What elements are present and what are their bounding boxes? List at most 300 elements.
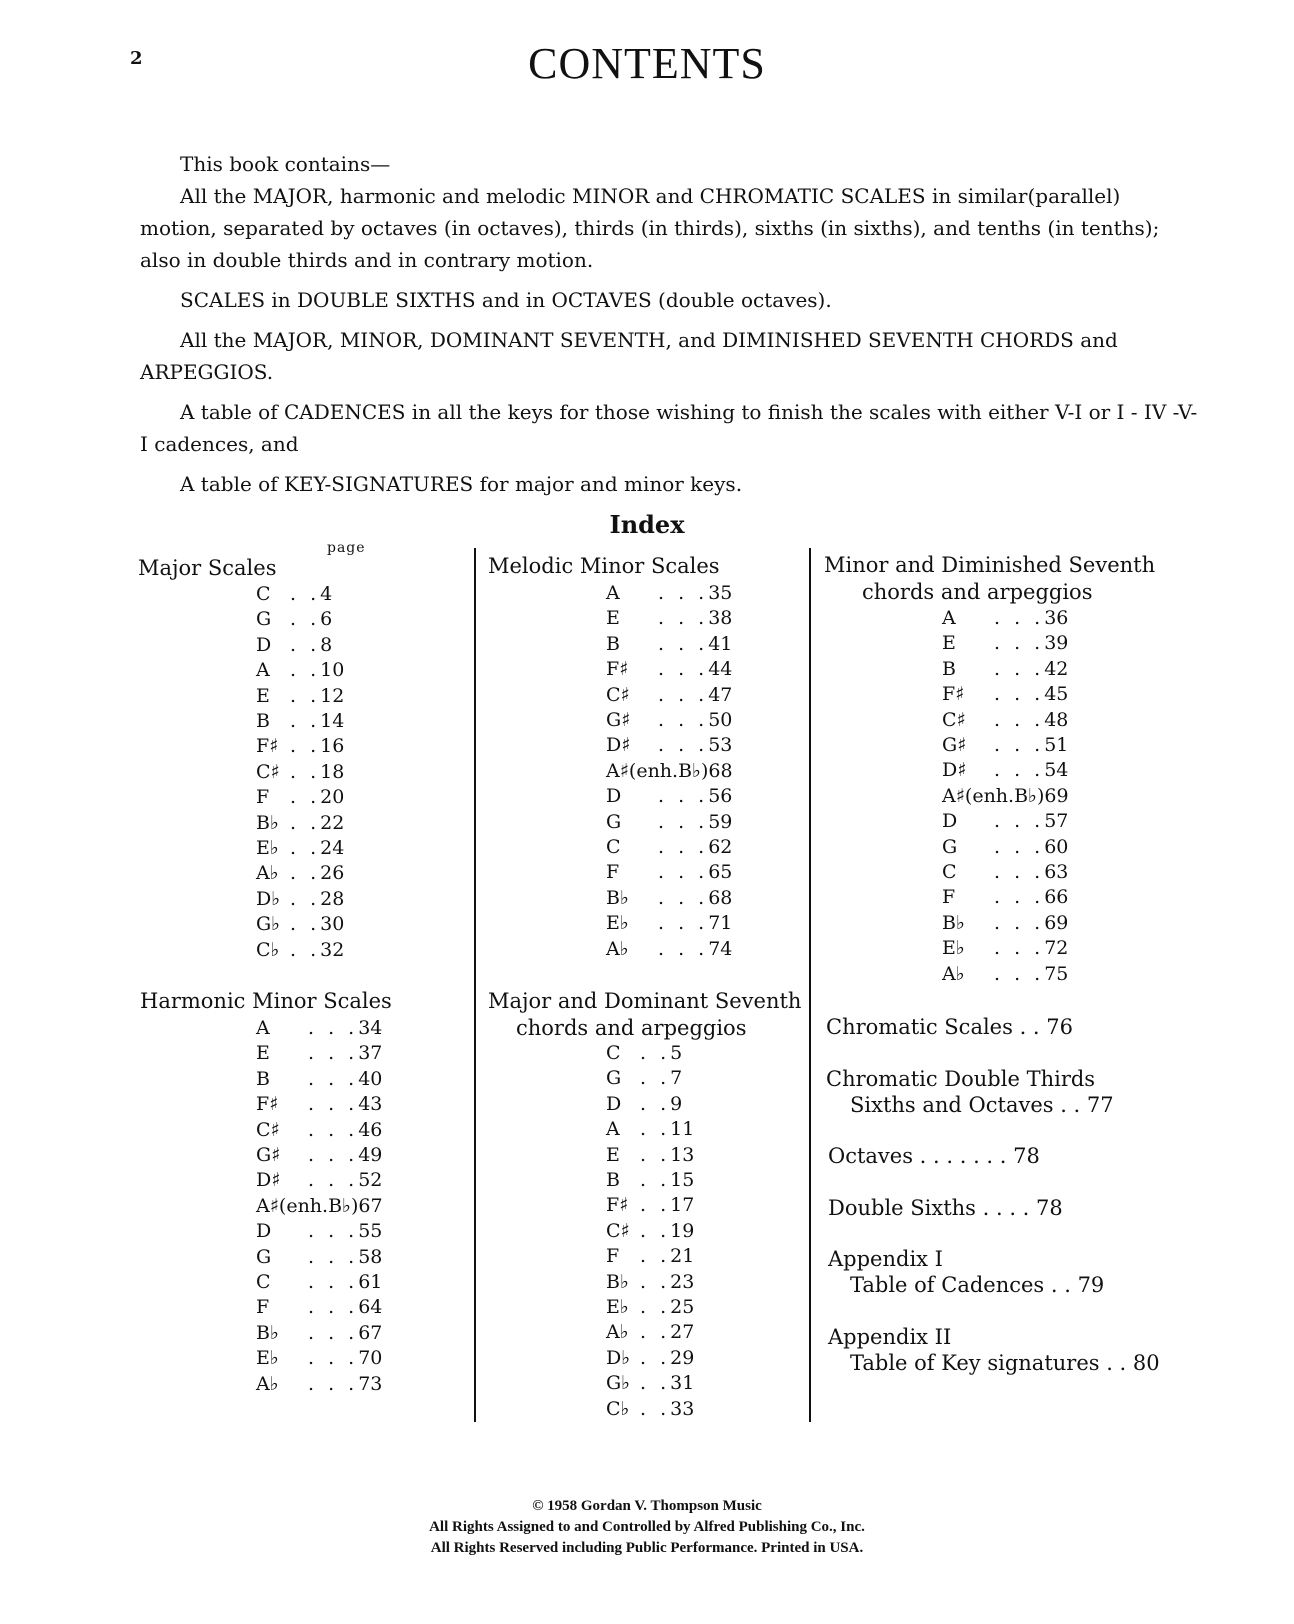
entry-key: G bbox=[942, 835, 958, 858]
entry-page-number: 34 bbox=[358, 1017, 383, 1039]
entry-key: C bbox=[606, 836, 621, 858]
entry-leader-dots: . . bbox=[640, 1321, 671, 1344]
entry-leader-dots: . . . bbox=[994, 937, 1045, 960]
entry-key: F bbox=[606, 861, 620, 884]
entry-key: A♭ bbox=[256, 1372, 279, 1395]
entry-key: A♯(enh.B♭) bbox=[606, 759, 709, 782]
entry-leader-dots: . . . bbox=[994, 632, 1045, 655]
appendix-1-entry: Appendix I bbox=[828, 1247, 943, 1271]
entry-page-number: 9 bbox=[670, 1092, 683, 1115]
entry-key: E bbox=[256, 1042, 270, 1065]
index-entry bbox=[942, 656, 1068, 682]
index-entry bbox=[256, 835, 344, 861]
appendix-1-subentry: Table of Cadences . . 79 bbox=[850, 1273, 1105, 1297]
appendix-2-subentry: Table of Key signatures . . 80 bbox=[850, 1351, 1160, 1375]
entry-key: G bbox=[256, 608, 272, 631]
entry-leader-dots: . . bbox=[640, 1397, 671, 1420]
entry-page-number: 75 bbox=[1044, 962, 1069, 985]
section-title-harmonic-minor: Harmonic Minor Scales bbox=[140, 989, 392, 1013]
double-sixths-entry: Double Sixths . . . . 78 bbox=[828, 1196, 1063, 1220]
entry-leader-dots: . . bbox=[640, 1194, 671, 1217]
index-entry bbox=[256, 708, 344, 734]
entry-key: D bbox=[606, 1092, 622, 1115]
index-entry bbox=[606, 936, 732, 962]
entry-leader-dots: . . . bbox=[658, 683, 709, 706]
index-entry bbox=[606, 707, 732, 733]
entry-page-number: 48 bbox=[1044, 708, 1069, 731]
entry-key: D♭ bbox=[606, 1346, 631, 1369]
section-title-minor-diminished: Minor and Diminished Seventh bbox=[824, 553, 1156, 577]
entry-leader-dots: . . . bbox=[308, 1321, 359, 1344]
index-entry bbox=[256, 810, 344, 836]
entry-key: E♭ bbox=[606, 912, 629, 935]
entry-page-number: 44 bbox=[708, 658, 733, 681]
entry-page-number: 71 bbox=[708, 912, 733, 935]
entry-key: A♯(enh.B♭) bbox=[942, 784, 1045, 807]
entry-leader-dots: . . . bbox=[308, 1118, 359, 1141]
index-entry bbox=[942, 783, 1069, 809]
page-number: 2 bbox=[130, 48, 143, 69]
index-entry bbox=[606, 1370, 694, 1396]
index-entry bbox=[606, 580, 732, 606]
entry-leader-dots: . . . bbox=[308, 1296, 359, 1319]
entry-page-number: 18 bbox=[320, 760, 345, 783]
entry-key: C♭ bbox=[256, 938, 280, 961]
entry-page-number: 64 bbox=[358, 1296, 383, 1319]
entry-key: G bbox=[606, 810, 622, 833]
entry-page-number: 28 bbox=[320, 887, 345, 910]
entry-page-number: 17 bbox=[670, 1194, 695, 1217]
entry-leader-dots: . . bbox=[640, 1296, 671, 1318]
intro-text bbox=[140, 148, 1200, 500]
entry-page-number: 52 bbox=[358, 1169, 383, 1192]
entry-leader-dots: . . . bbox=[308, 1245, 359, 1268]
index-entry bbox=[256, 1294, 382, 1320]
entry-key: E bbox=[606, 607, 620, 630]
entry-key: B♭ bbox=[606, 1270, 629, 1293]
entry-leader-dots: . . . bbox=[658, 861, 709, 884]
index-entry bbox=[256, 1371, 382, 1397]
entry-key: E♭ bbox=[942, 937, 965, 960]
entry-leader-dots: . . . bbox=[658, 582, 709, 604]
entry-page-number: 74 bbox=[708, 937, 733, 960]
index-entry bbox=[606, 1218, 694, 1244]
index-entry bbox=[942, 681, 1068, 707]
entry-leader-dots: . . bbox=[290, 837, 321, 859]
index-heading: Index bbox=[609, 510, 685, 539]
entry-key: F♯ bbox=[606, 658, 629, 681]
entry-page-number: 62 bbox=[708, 836, 733, 858]
entry-page-number: 32 bbox=[320, 938, 345, 961]
entry-key: C bbox=[256, 583, 271, 605]
entry-leader-dots: . . . bbox=[308, 1093, 359, 1116]
copyright-line: All Rights Assigned to and Controlled by Alfred Publishing Co., Inc. bbox=[429, 1519, 865, 1535]
entry-page-number: 39 bbox=[1044, 632, 1069, 655]
entry-page-number: 36 bbox=[1044, 607, 1069, 629]
entry-page-number: 24 bbox=[320, 837, 345, 859]
index-entry bbox=[942, 605, 1068, 631]
entry-key: D♯ bbox=[256, 1169, 281, 1192]
index-entry bbox=[606, 1243, 694, 1269]
entry-page-number: 43 bbox=[358, 1093, 383, 1116]
entry-page-number: 8 bbox=[320, 633, 333, 656]
entry-page-number: 7 bbox=[670, 1067, 683, 1090]
entry-leader-dots: . . bbox=[640, 1245, 671, 1268]
index-entry bbox=[256, 911, 344, 937]
index-entry bbox=[256, 657, 344, 683]
entry-key: F♯ bbox=[256, 735, 279, 758]
entry-page-number: 40 bbox=[358, 1067, 383, 1090]
entry-page-number: 63 bbox=[1044, 861, 1069, 883]
entry-leader-dots: . . . bbox=[994, 911, 1045, 934]
index-entry bbox=[606, 910, 732, 936]
entry-leader-dots: . . bbox=[290, 913, 321, 936]
index-entry bbox=[256, 1091, 382, 1117]
entry-key: D bbox=[256, 1220, 272, 1243]
entry-key: A♭ bbox=[606, 937, 629, 960]
page-column-label: page bbox=[327, 540, 366, 556]
entry-page-number: 10 bbox=[320, 659, 345, 682]
entry-leader-dots: . . . bbox=[658, 632, 709, 655]
entry-leader-dots: . . . bbox=[658, 810, 709, 833]
entry-key: C♯ bbox=[256, 1118, 280, 1141]
entry-leader-dots: . . bbox=[640, 1042, 671, 1064]
index-entry bbox=[256, 1066, 382, 1092]
entry-key: F bbox=[256, 1296, 270, 1319]
entry-leader-dots: . . bbox=[640, 1092, 671, 1115]
entry-page-number: 33 bbox=[670, 1397, 695, 1420]
entry-leader-dots: . . . bbox=[994, 962, 1045, 985]
index-entry bbox=[256, 1167, 382, 1193]
entry-key: A♭ bbox=[942, 962, 965, 985]
entry-leader-dots: . . . bbox=[658, 709, 709, 731]
entry-page-number: 20 bbox=[320, 786, 345, 809]
entry-key: E♭ bbox=[606, 1296, 629, 1318]
entry-leader-dots: . . bbox=[290, 608, 321, 631]
index-entry bbox=[606, 809, 732, 835]
entry-leader-dots: . . bbox=[290, 760, 321, 783]
entry-leader-dots: . . . bbox=[994, 886, 1045, 909]
entry-key: B♭ bbox=[942, 911, 965, 934]
entry-leader-dots: . . . bbox=[994, 861, 1045, 883]
entry-key: G♯ bbox=[606, 709, 631, 731]
entry-key: G♭ bbox=[606, 1372, 631, 1395]
entry-page-number: 65 bbox=[708, 861, 733, 884]
entry-key: C♯ bbox=[606, 1219, 630, 1242]
entry-key: F♯ bbox=[256, 1093, 279, 1116]
index-entry bbox=[606, 1192, 694, 1218]
entry-key: G♯ bbox=[942, 734, 967, 756]
entry-page-number: 66 bbox=[1044, 886, 1069, 909]
entry-key: A♭ bbox=[606, 1321, 629, 1344]
intro-paragraph: All the MAJOR, harmonic and melodic MINOR and CHROMATIC SCALES in similar(parallel) motion, separated by octaves (in octaves), thirds (in thirds), sixths (in sixths), and tenths (in tenths); also in double thirds and in contrary motion. bbox=[140, 184, 1160, 272]
entry-key: G♭ bbox=[256, 913, 281, 936]
intro-paragraph: All the MAJOR, MINOR, DOMINANT SEVENTH, and DIMINISHED SEVENTH CHORDS and ARPEGGIOS. bbox=[140, 328, 1118, 384]
index-entry bbox=[256, 683, 344, 709]
index-entry bbox=[942, 910, 1068, 936]
entry-page-number: 47 bbox=[708, 683, 733, 706]
entry-key: A♯(enh.B♭) bbox=[256, 1194, 359, 1217]
index-entry bbox=[606, 834, 732, 860]
index-entry bbox=[606, 758, 733, 784]
entry-key: E bbox=[606, 1143, 620, 1166]
entry-leader-dots: . . . bbox=[658, 658, 709, 681]
entry-key: F♯ bbox=[942, 683, 965, 706]
copyright-footer bbox=[0, 1496, 1294, 1559]
index-entry bbox=[942, 961, 1068, 987]
intro-paragraph: SCALES in DOUBLE SIXTHS and in OCTAVES (double octaves). bbox=[180, 288, 832, 312]
entry-page-number: 55 bbox=[358, 1220, 383, 1243]
entry-leader-dots: . . bbox=[640, 1372, 671, 1395]
entry-leader-dots: . . bbox=[290, 633, 321, 656]
entry-page-number: 27 bbox=[670, 1321, 695, 1344]
entry-page-number: 59 bbox=[708, 810, 733, 833]
entry-leader-dots: . . . bbox=[308, 1144, 359, 1166]
entry-leader-dots: . . bbox=[640, 1067, 671, 1090]
entry-page-number: 12 bbox=[320, 684, 345, 707]
index-entry bbox=[256, 1269, 382, 1295]
entry-page-number: 5 bbox=[670, 1042, 683, 1064]
index-entry bbox=[942, 630, 1068, 656]
entry-leader-dots: . . bbox=[290, 583, 321, 605]
entry-key: B bbox=[606, 632, 620, 655]
entry-page-number: 19 bbox=[670, 1219, 695, 1242]
entry-page-number: 38 bbox=[708, 607, 733, 630]
index-entry bbox=[942, 707, 1068, 733]
index-entry bbox=[606, 605, 732, 631]
entry-key: A bbox=[256, 659, 270, 682]
entry-leader-dots: . . bbox=[640, 1270, 671, 1293]
entry-leader-dots: . . bbox=[290, 786, 321, 809]
entry-page-number: 60 bbox=[1044, 835, 1069, 858]
entry-page-number: 58 bbox=[358, 1245, 383, 1268]
chromatic-scales-entry: Chromatic Scales . . 76 bbox=[826, 1015, 1073, 1039]
entry-leader-dots: . . bbox=[640, 1169, 671, 1191]
entry-key: B bbox=[256, 1067, 270, 1090]
entry-leader-dots: . . . bbox=[658, 836, 709, 858]
column-divider bbox=[474, 548, 476, 1422]
entry-leader-dots: . . . bbox=[308, 1042, 359, 1065]
copyright-line: © 1958 Gordan V. Thompson Music bbox=[532, 1498, 762, 1514]
index-entry bbox=[606, 732, 732, 758]
section-subtitle-major-dominant: chords and arpeggios bbox=[516, 1016, 747, 1040]
index-entry bbox=[256, 733, 344, 759]
entry-key: B♭ bbox=[256, 1321, 279, 1344]
entry-key: A bbox=[942, 607, 956, 629]
entry-key: F bbox=[942, 886, 956, 909]
index-entry bbox=[942, 732, 1068, 758]
index-entry bbox=[606, 1142, 694, 1168]
index-entry bbox=[606, 885, 732, 911]
entry-leader-dots: . . . bbox=[994, 759, 1045, 782]
entry-key: C♯ bbox=[606, 683, 630, 706]
entry-page-number: 61 bbox=[358, 1271, 383, 1293]
column-divider bbox=[809, 548, 811, 1422]
entry-page-number: 4 bbox=[320, 583, 333, 605]
entry-key: D♯ bbox=[606, 734, 631, 757]
entry-page-number: 72 bbox=[1044, 937, 1069, 960]
index-entry bbox=[606, 1167, 694, 1193]
entry-key: B♭ bbox=[606, 886, 629, 909]
entry-key: D♯ bbox=[942, 759, 967, 782]
entry-leader-dots: . . . bbox=[658, 785, 709, 808]
entry-key: E bbox=[256, 684, 270, 707]
entry-leader-dots: . . . bbox=[308, 1017, 359, 1039]
entry-leader-dots: . . bbox=[290, 887, 321, 910]
index-entry bbox=[606, 1269, 694, 1295]
entry-key: F bbox=[606, 1245, 620, 1268]
entry-key: A bbox=[256, 1017, 270, 1039]
entry-page-number: 50 bbox=[708, 709, 733, 731]
entry-leader-dots: . . . bbox=[994, 708, 1045, 731]
entry-page-number: 37 bbox=[358, 1042, 383, 1065]
entry-key: C bbox=[256, 1271, 271, 1293]
index-entry bbox=[606, 859, 732, 885]
entry-key: E♭ bbox=[256, 837, 279, 859]
index-entry bbox=[256, 937, 344, 963]
entry-leader-dots: . . bbox=[290, 684, 321, 707]
entry-page-number: 13 bbox=[670, 1143, 695, 1166]
index-entry bbox=[606, 1116, 694, 1142]
index-entry bbox=[606, 1319, 694, 1345]
index-entry bbox=[942, 757, 1068, 783]
entry-page-number: 53 bbox=[708, 734, 733, 757]
entry-key: E♭ bbox=[256, 1347, 279, 1370]
entry-page-number: 41 bbox=[708, 632, 733, 655]
index-entry bbox=[256, 632, 332, 658]
index-entry bbox=[942, 859, 1068, 885]
intro-line: This book contains— bbox=[180, 152, 391, 176]
index-entry bbox=[256, 1015, 382, 1041]
intro-paragraph: A table of CADENCES in all the keys for those wishing to finish the scales with either V-I or I - IV -V-I cadences, and bbox=[140, 400, 1198, 456]
entry-leader-dots: . . bbox=[290, 862, 321, 885]
entry-leader-dots: . . . bbox=[658, 937, 709, 960]
entry-leader-dots: . . bbox=[640, 1143, 671, 1166]
entry-leader-dots: . . . bbox=[994, 683, 1045, 706]
entry-leader-dots: . . bbox=[290, 735, 321, 758]
entry-key: B bbox=[942, 657, 956, 680]
entry-leader-dots: . . . bbox=[994, 734, 1045, 756]
entry-page-number: 67 bbox=[358, 1194, 383, 1217]
index-entry bbox=[606, 1396, 694, 1422]
entry-page-number: 22 bbox=[320, 811, 345, 834]
entry-key: B bbox=[256, 710, 270, 732]
entry-leader-dots: . . . bbox=[658, 734, 709, 757]
entry-key: F♯ bbox=[606, 1194, 629, 1217]
entry-page-number: 14 bbox=[320, 710, 345, 732]
entry-leader-dots: . . . bbox=[308, 1169, 359, 1192]
entry-page-number: 67 bbox=[358, 1321, 383, 1344]
entry-page-number: 57 bbox=[1044, 810, 1069, 833]
entry-page-number: 29 bbox=[670, 1346, 695, 1369]
entry-leader-dots: . . . bbox=[308, 1347, 359, 1370]
entry-key: G♯ bbox=[256, 1144, 281, 1166]
index-entry bbox=[606, 1294, 694, 1320]
index-entry bbox=[606, 682, 732, 708]
entry-leader-dots: . . . bbox=[658, 886, 709, 909]
section-title-melodic-minor: Melodic Minor Scales bbox=[488, 554, 720, 578]
entry-page-number: 68 bbox=[708, 759, 733, 782]
index-entry bbox=[256, 1345, 382, 1371]
entry-page-number: 21 bbox=[670, 1245, 695, 1268]
entry-leader-dots: . . . bbox=[308, 1220, 359, 1243]
entry-page-number: 16 bbox=[320, 735, 345, 758]
entry-page-number: 25 bbox=[670, 1296, 695, 1318]
index-entry bbox=[256, 1117, 382, 1143]
entry-key: D bbox=[942, 810, 958, 833]
entry-page-number: 42 bbox=[1044, 657, 1069, 680]
index-entry bbox=[256, 784, 344, 810]
index-entry bbox=[606, 1065, 682, 1091]
entry-page-number: 30 bbox=[320, 913, 345, 936]
entry-leader-dots: . . . bbox=[308, 1372, 359, 1395]
index-entry bbox=[606, 783, 732, 809]
entry-page-number: 35 bbox=[708, 582, 733, 604]
index-entry bbox=[942, 884, 1068, 910]
entry-leader-dots: . . bbox=[640, 1346, 671, 1369]
page-title: CONTENTS bbox=[528, 39, 766, 88]
entry-page-number: 11 bbox=[670, 1118, 695, 1141]
entry-key: G bbox=[256, 1245, 272, 1268]
entry-page-number: 51 bbox=[1044, 734, 1069, 756]
entry-leader-dots: . . bbox=[290, 938, 321, 961]
entry-page-number: 31 bbox=[670, 1372, 695, 1395]
entry-key: B bbox=[606, 1169, 620, 1191]
index-entry bbox=[942, 808, 1068, 834]
entry-leader-dots: . . bbox=[290, 659, 321, 682]
index-entry bbox=[606, 1040, 682, 1066]
chromatic-double-thirds-subentry: Sixths and Octaves . . 77 bbox=[850, 1093, 1114, 1117]
entry-key: A♭ bbox=[256, 862, 279, 885]
index-entry bbox=[942, 834, 1068, 860]
entry-leader-dots: . . bbox=[640, 1219, 671, 1242]
index-entry bbox=[256, 1040, 382, 1066]
index-entry bbox=[256, 759, 344, 785]
entry-key: C♯ bbox=[942, 708, 966, 731]
copyright-line: All Rights Reserved including Public Performance. Printed in USA. bbox=[430, 1540, 864, 1556]
entry-page-number: 46 bbox=[358, 1118, 383, 1141]
entry-leader-dots: . . . bbox=[994, 810, 1045, 833]
entry-key: C♭ bbox=[606, 1397, 630, 1420]
octaves-entry: Octaves . . . . . . . 78 bbox=[828, 1144, 1040, 1168]
entry-page-number: 70 bbox=[358, 1347, 383, 1370]
intro-paragraph: A table of KEY-SIGNATURES for major and minor keys. bbox=[180, 472, 743, 496]
index-entry bbox=[256, 581, 332, 607]
entry-page-number: 68 bbox=[708, 886, 733, 909]
section-title-major-dominant: Major and Dominant Seventh bbox=[488, 989, 802, 1013]
entry-key: B♭ bbox=[256, 811, 279, 834]
entry-page-number: 73 bbox=[358, 1372, 383, 1395]
entry-page-number: 56 bbox=[708, 785, 733, 808]
entry-page-number: 45 bbox=[1044, 683, 1069, 706]
index-entry bbox=[256, 860, 344, 886]
entry-page-number: 6 bbox=[320, 608, 333, 631]
entry-leader-dots: . . . bbox=[658, 912, 709, 935]
entry-page-number: 69 bbox=[1044, 911, 1069, 934]
entry-key: D♭ bbox=[256, 887, 281, 910]
index-entry bbox=[256, 1244, 382, 1270]
entry-key: F bbox=[256, 786, 270, 809]
entry-leader-dots: . . . bbox=[994, 607, 1045, 629]
appendix-2-entry: Appendix II bbox=[828, 1325, 952, 1349]
entry-key: C bbox=[942, 861, 957, 883]
index-entry bbox=[256, 1320, 382, 1346]
index-entry bbox=[606, 1345, 694, 1371]
index-entry bbox=[942, 935, 1068, 961]
entry-page-number: 23 bbox=[670, 1270, 695, 1293]
index-entry bbox=[256, 1142, 382, 1168]
entry-leader-dots: . . . bbox=[308, 1271, 359, 1293]
